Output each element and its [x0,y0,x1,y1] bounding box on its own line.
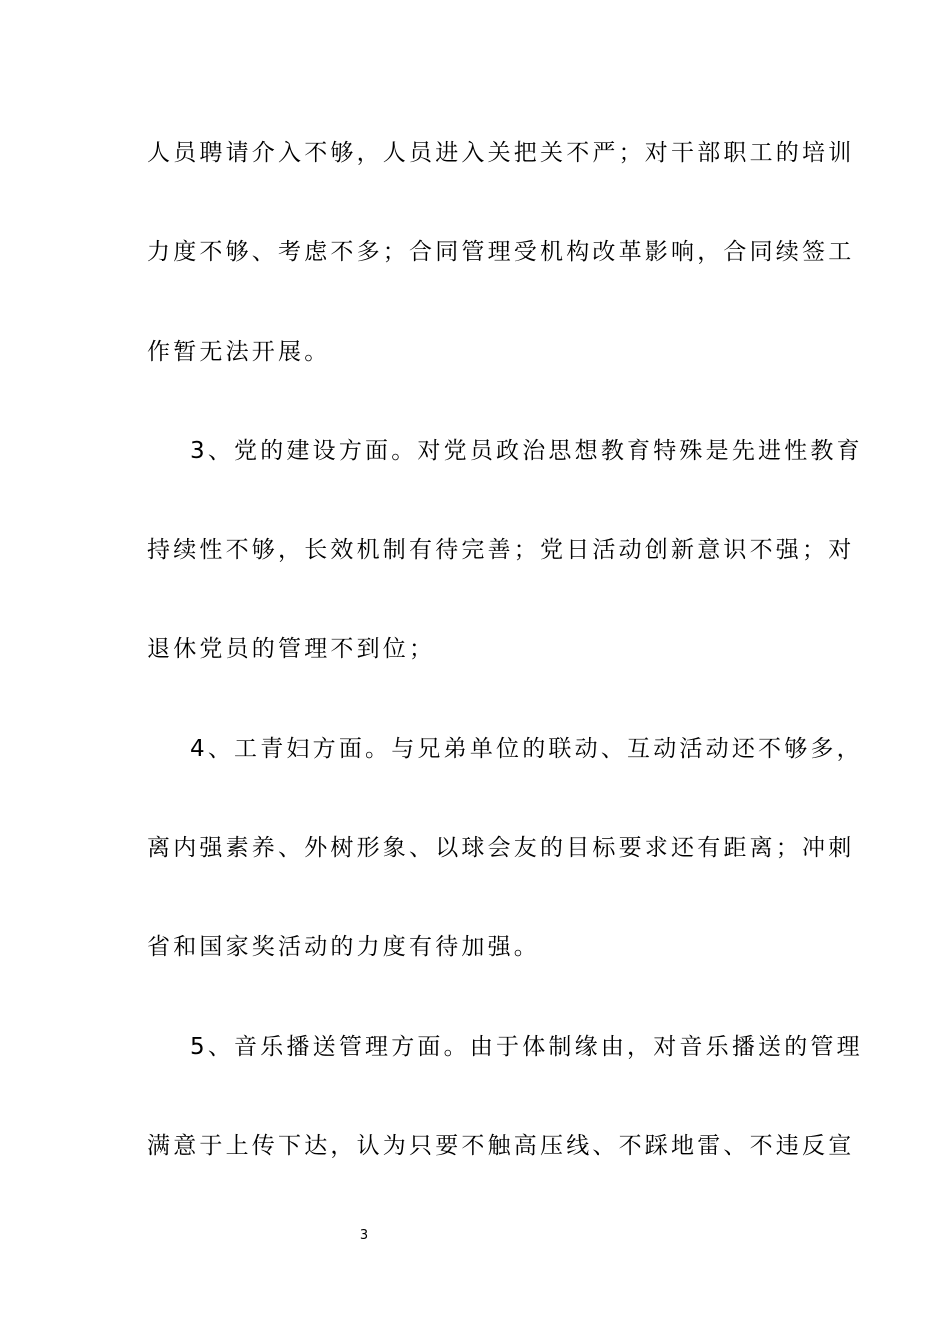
text-line: 退休党员的管理不到位； [147,636,436,662]
paragraph-heading-line: 3、党的建设方面。对党员政治思想教育特殊是先进性教育 [190,438,863,464]
text-line: 人员聘请介入不够，人员进入关把关不严；对干部职工的培训 [147,140,855,166]
text-line: 离内强素养、外树形象、以球会友的目标要求还有距离；冲刺 [147,835,855,861]
text-line: 持续性不够，长效机制有待完善；党日活动创新意识不强；对 [147,537,855,563]
paragraph-heading-line: 5、音乐播送管理方面。由于体制缘由，对音乐播送的管理 [190,1034,863,1060]
text-line: 满意于上传下达，认为只要不触高压线、不踩地雷、不违反宣 [147,1133,855,1159]
text-line: 省和国家奖活动的力度有待加强。 [147,934,540,960]
text-line: 作暂无法开展。 [147,339,331,365]
text-line: 力度不够、考虑不多；合同管理受机构改革影响，合同续签工 [147,239,855,265]
page-number: 3 [359,1228,369,1243]
paragraph-heading-line: 4、工青妇方面。与兄弟单位的联动、互动活动还不够多， [190,736,863,762]
